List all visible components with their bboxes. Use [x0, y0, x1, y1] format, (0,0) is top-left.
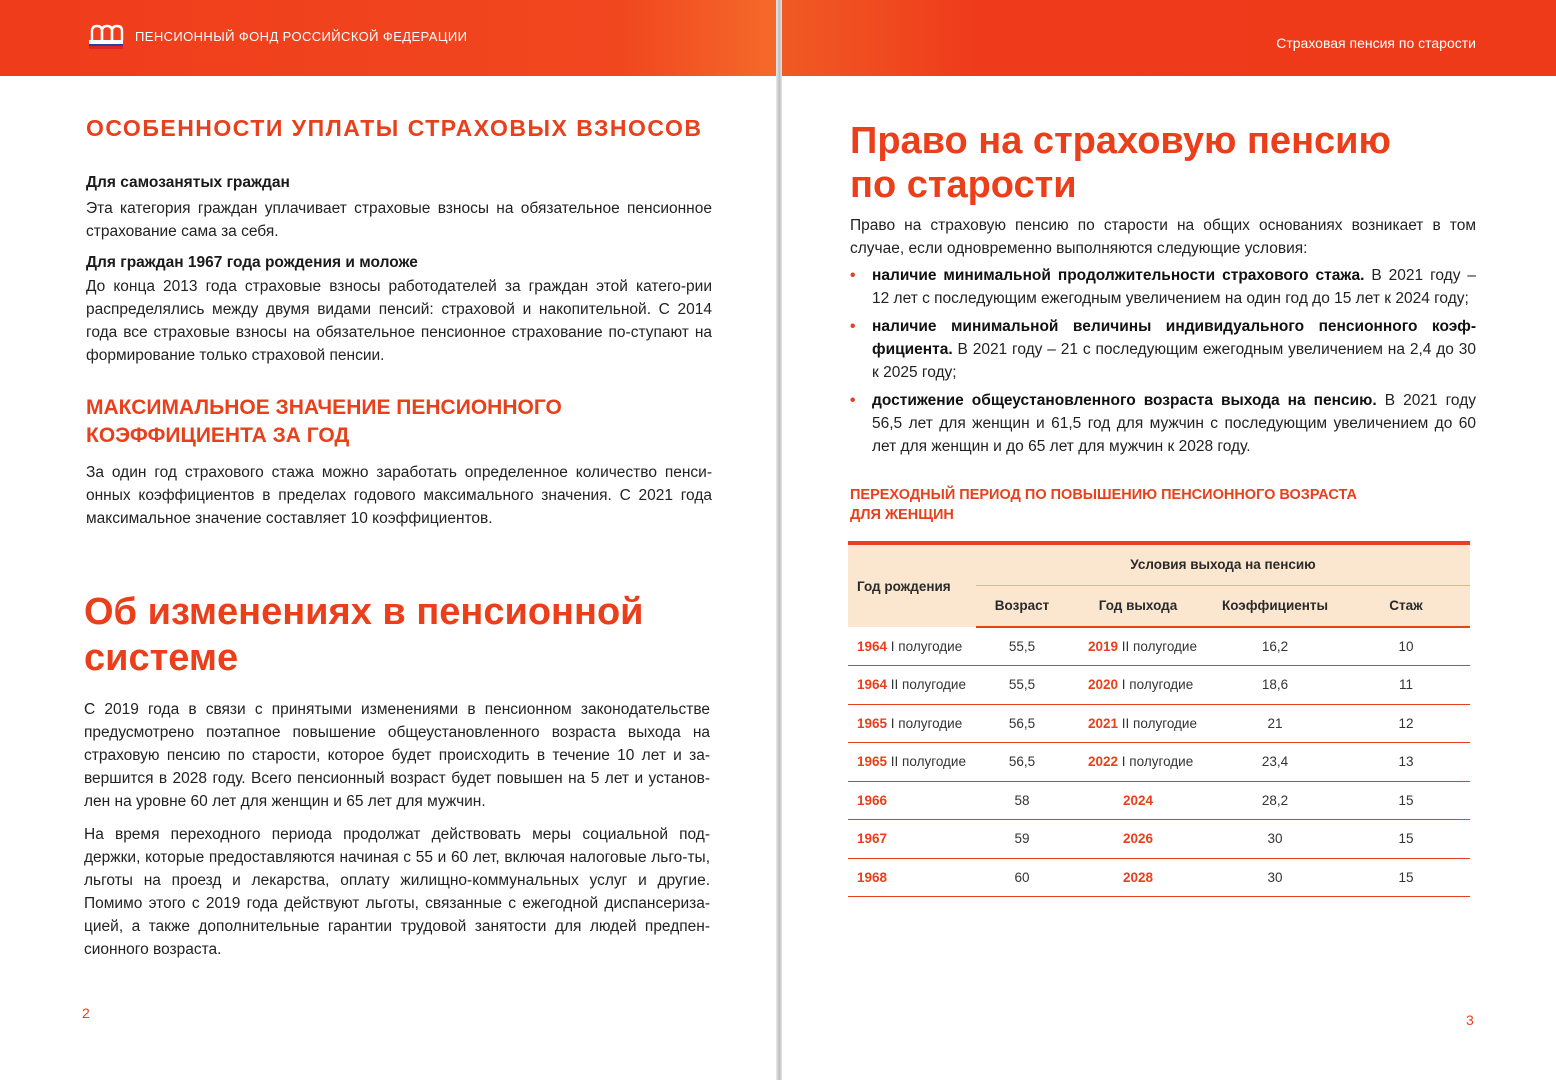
- cell-birth: [848, 666, 976, 705]
- cell-stazh: 15: [1342, 858, 1470, 897]
- col-header-coefficients: Коэффициенты: [1208, 585, 1342, 627]
- changes-paragraph-1: С 2019 года в связи с принятыми изменениями в пенсионном законодательстве предусмотрено поэтапное повышение общеустановленного возраста выхода на страховую пенсию по старости, которое будет происходить в течение 10 лет и за-вершится в 2028 году. Всего пенсионный возраст будет повышен на 5 лет и установ-лен на уровне 60 лет для женщин и 65 лет для мужчин.: [84, 701, 710, 810]
- cell-birth: [848, 627, 976, 666]
- table-body: [848, 627, 1470, 897]
- cell-exit: [1068, 781, 1208, 820]
- cell-exit: [1068, 858, 1208, 897]
- cell-exit: [1068, 820, 1208, 859]
- table-title-line2: ДЛЯ ЖЕНЩИН: [850, 507, 954, 523]
- birth-year: 1967: [857, 831, 888, 847]
- self-employed-subheading: Для самозанятых граждан: [86, 174, 290, 191]
- table-title: [850, 485, 1450, 525]
- cell-stazh: 15: [1342, 781, 1470, 820]
- exit-year: 2021: [1088, 715, 1119, 731]
- section-heading-max-coefficient-line2: КОЭФФИЦИЕНТА ЗА ГОД: [86, 424, 350, 447]
- bullet-icon: •: [850, 267, 856, 284]
- cell-age: 56,5: [976, 704, 1068, 743]
- header-org-name: ПЕНСИОННЫЙ ФОНД РОССИЙСКОЙ ФЕДЕРАЦИИ: [135, 29, 468, 44]
- page-number-right: 3: [1466, 1012, 1474, 1028]
- table-row: [848, 820, 1470, 859]
- birth-year: 1964: [857, 677, 888, 693]
- condition-text: В 2021 году 56,5 лет для женщин и 61,5 год для мужчин с последующим увеличением до 60 лет для женщин и до 65 лет для мужчин к 2028 году.: [872, 392, 1476, 455]
- page-number-left: 2: [82, 1005, 90, 1021]
- table-title-line1: ПЕРЕХОДНЫЙ ПЕРИОД ПО ПОВЫШЕНИЮ ПЕНСИОННОГО ВОЗРАСТА: [850, 487, 1357, 503]
- col-header-stazh: Стаж: [1342, 585, 1470, 627]
- cell-birth: [848, 781, 976, 820]
- section-heading-contributions: ОСОБЕННОСТИ УПЛАТЫ СТРАХОВЫХ ВЗНОСОВ: [86, 115, 703, 141]
- exit-year: 2028: [1122, 869, 1154, 885]
- cell-exit: [1068, 666, 1208, 705]
- condition-text: В 2021 году – 21 с последующим ежегодным увеличением на 2,4 до 30 к 2025 году;: [872, 341, 1476, 381]
- exit-half: II полугодие: [1118, 639, 1197, 654]
- right-title-line2: по старости: [850, 164, 1077, 206]
- list-item: [850, 389, 1476, 458]
- exit-year: 2026: [1122, 831, 1154, 847]
- table-row: [848, 627, 1470, 666]
- self-employed-text: Эта категория граждан уплачивает страховые взносы на обязательное пенсионное страхование сама за себя.: [86, 200, 712, 240]
- cell-coef: 16,2: [1208, 627, 1342, 666]
- col-header-age: Возраст: [976, 585, 1068, 627]
- right-intro-text: Право на страховую пенсию по старости на общих основаниях возникает в том случае, если одновременно выполняются следующие условия:: [850, 217, 1476, 257]
- cell-age: 55,5: [976, 627, 1068, 666]
- conditions-list: [850, 264, 1476, 463]
- cell-age: 56,5: [976, 743, 1068, 782]
- transition-table: [848, 541, 1470, 897]
- exit-year: 2024: [1122, 792, 1154, 808]
- cell-coef: 28,2: [1208, 781, 1342, 820]
- right-page: [782, 0, 1556, 1080]
- condition-bold: наличие минимальной продолжительности страхового стажа.: [872, 267, 1365, 284]
- cell-coef: 30: [1208, 820, 1342, 859]
- cell-stazh: 12: [1342, 704, 1470, 743]
- col-group-header: Условия выхода на пенсию: [976, 545, 1470, 585]
- cell-age: 59: [976, 820, 1068, 859]
- cell-birth: [848, 820, 976, 859]
- birth-half: II полугодие: [887, 754, 966, 770]
- exit-half: II полугодие: [1118, 715, 1197, 731]
- table-row: [848, 781, 1470, 820]
- list-item: [850, 264, 1476, 310]
- cell-exit: [1068, 704, 1208, 743]
- birth-year: 1965: [857, 715, 888, 731]
- table-row: [848, 704, 1470, 743]
- condition-bold: наличие минимальной величины индивидуального пенсионного коэф-фициента.: [872, 318, 1476, 358]
- cell-coef: 30: [1208, 858, 1342, 897]
- changes-paragraph-2: На время переходного периода продолжат действовать меры социальной под-держки, которые предоставляются начиная с 55 и 60 лет, включая налоговые льго-ты, льготы на проезд и лекарства, оплату жилищно-коммунальных услуг и другие. Помимо этого с 2019 года действуют льготы, связанные с ежегодной диспансериза-цией, а также дополнительные гарантии трудовой занятости для людей предпен-сионного возраста.: [84, 826, 710, 958]
- exit-year: 2022: [1088, 754, 1119, 770]
- right-title-line1: Право на страховую пенсию: [850, 120, 1391, 162]
- birth-half: I полугодие: [887, 715, 963, 731]
- bullet-icon: •: [850, 392, 856, 409]
- cell-coef: 23,4: [1208, 743, 1342, 782]
- born-1967-subheading: Для граждан 1967 года рождения и моложе: [86, 254, 418, 271]
- birth-year: 1968: [857, 869, 888, 885]
- list-item: [850, 315, 1476, 384]
- cell-age: 58: [976, 781, 1068, 820]
- max-coefficient-text: За один год страхового стажа можно заработать определенное количество пенси-онных коэффициентов в пределах годового максимального значения. С 2021 года максимальное значение составляет 10 коэффициентов.: [86, 464, 712, 527]
- cell-exit: [1068, 627, 1208, 666]
- cell-stazh: 11: [1342, 666, 1470, 705]
- col-header-birth-year: Год рождения: [848, 545, 976, 627]
- birth-year: 1964: [857, 638, 888, 654]
- cell-coef: 21: [1208, 704, 1342, 743]
- birth-half: II полугодие: [887, 677, 966, 693]
- table-row: [848, 666, 1470, 705]
- exit-half: I полугодие: [1118, 754, 1194, 770]
- changes-title-line1: Об изменениях в пенсионной: [84, 591, 644, 633]
- birth-year: 1965: [857, 754, 888, 770]
- col-header-exit-year: Год выхода: [1068, 585, 1208, 627]
- cell-birth: [848, 704, 976, 743]
- cell-birth: [848, 743, 976, 782]
- bullet-icon: •: [850, 318, 856, 335]
- exit-half: I полугодие: [1118, 677, 1194, 693]
- cell-age: 60: [976, 858, 1068, 897]
- born-1967-text: До конца 2013 года страховые взносы работодателей за граждан этой катего-рии распределялись между двумя видами пенсий: страховой и накопительной. С 2014 года все страховые взносы на обязательное пенсионное страхование по-ступают на формирование только страховой пенсии.: [86, 278, 712, 364]
- birth-half: I полугодие: [887, 638, 963, 654]
- cell-stazh: 10: [1342, 627, 1470, 666]
- condition-text: В 2021 году – 12 лет с последующим ежегодным увеличением на один год до 15 лет к 2024 году;: [872, 267, 1476, 307]
- cell-age: 55,5: [976, 666, 1068, 705]
- table-row: [848, 858, 1470, 897]
- cell-stazh: 15: [1342, 820, 1470, 859]
- cell-coef: 18,6: [1208, 666, 1342, 705]
- table-row: [848, 743, 1470, 782]
- cell-exit: [1068, 743, 1208, 782]
- condition-bold: достижение общеустановленного возраста выхода на пенсию.: [872, 392, 1377, 409]
- exit-year: 2019: [1088, 639, 1119, 654]
- cell-stazh: 13: [1342, 743, 1470, 782]
- birth-year: 1966: [857, 792, 888, 808]
- changes-title-line2: системе: [84, 637, 239, 679]
- cell-birth: [848, 858, 976, 897]
- pfr-logo-icon: [88, 24, 124, 50]
- section-heading-max-coefficient-line1: МАКСИМАЛЬНОЕ ЗНАЧЕНИЕ ПЕНСИОННОГО: [86, 396, 562, 419]
- exit-year: 2020: [1088, 677, 1119, 693]
- header-section-title: Страховая пенсия по старости: [1276, 35, 1476, 51]
